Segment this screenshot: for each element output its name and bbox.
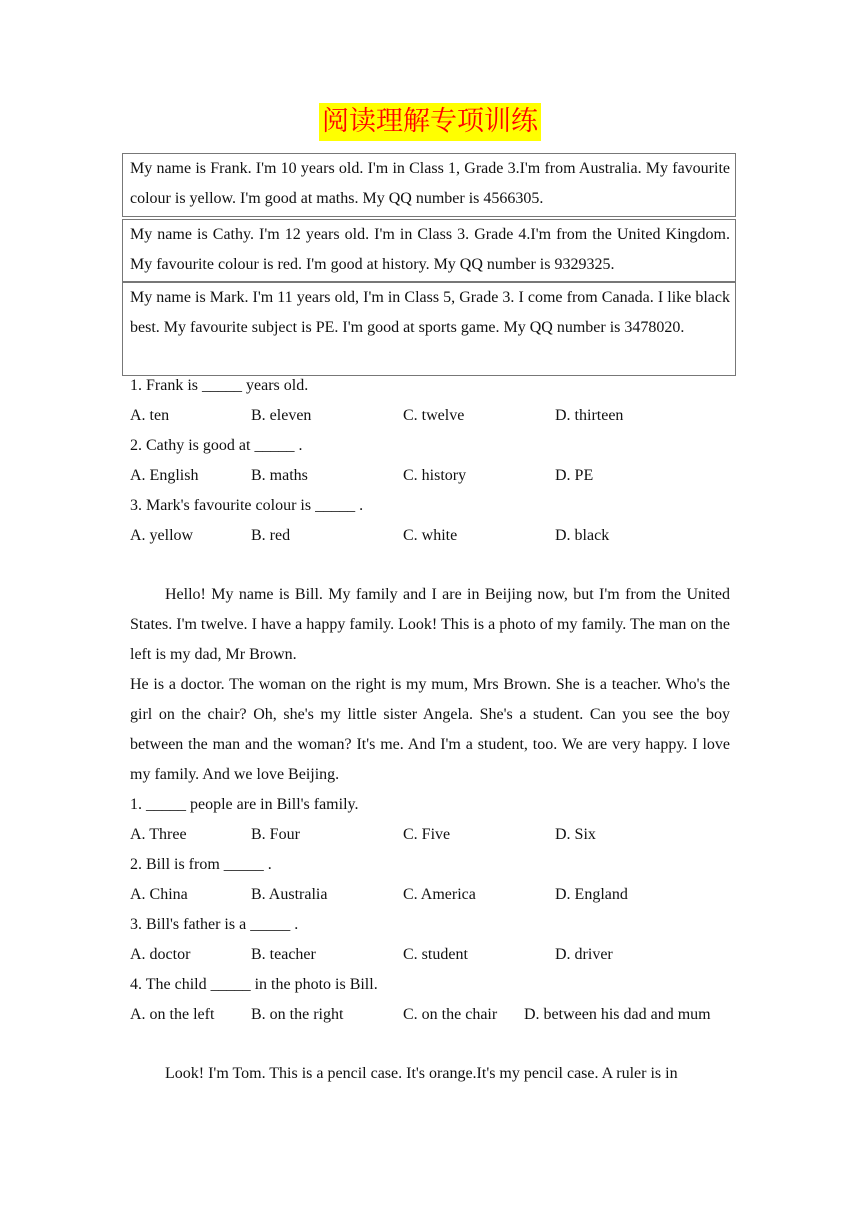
- option-a: A. yellow: [130, 527, 194, 544]
- options-row: [130, 401, 730, 431]
- option-a: A. doctor: [130, 946, 191, 963]
- passage3: [130, 1059, 730, 1089]
- option-d: D. PE: [555, 467, 594, 484]
- option-a: A. English: [130, 467, 199, 484]
- options-row: [130, 820, 730, 850]
- options-row: [130, 940, 730, 970]
- option-d: D. England: [555, 886, 628, 903]
- option-a: A. Three: [130, 826, 187, 843]
- option-a: A. on the left: [130, 1006, 215, 1023]
- question-text: 4. The child _____ in the photo is Bill.: [130, 976, 378, 993]
- question-text: 1. _____ people are in Bill's family.: [130, 796, 359, 813]
- question-text: 2. Cathy is good at _____ .: [130, 437, 303, 454]
- option-c: C. history: [403, 467, 467, 484]
- options-row: [130, 461, 730, 491]
- option-d: D. black: [555, 527, 610, 544]
- option-d: D. thirteen: [555, 407, 624, 424]
- option-c: C. Five: [403, 826, 451, 843]
- option-d: D. Six: [555, 826, 596, 843]
- option-a: A. China: [130, 886, 188, 903]
- options-row: [130, 521, 730, 551]
- info-box-mark: My name is Mark. I'm 11 years old, I'm in Class 5, Grade 3. I come from Canada. I like black best. My favourite subject is PE. I'm good at sports game. My QQ number is 3478020.: [122, 282, 736, 376]
- passage1-questions: [130, 371, 730, 551]
- page-title-text: 阅读理解专项训练: [319, 103, 541, 141]
- options-row: [130, 1000, 730, 1030]
- option-b: B. on the right: [251, 1006, 344, 1023]
- passage2-paragraph-2: He is a doctor. The woman on the right is my mum, Mrs Brown. She is a teacher. Who's the girl on the chair? Oh, she's my little sister Angela. She's a student. Can you see the boy between the man and the woman? It's me. And I'm a student, too. We are very happy. I love my family. And we love Beijing.: [130, 676, 730, 783]
- options-row: [130, 880, 730, 910]
- question-text: 3. Mark's favourite colour is _____ .: [130, 497, 364, 514]
- option-d: D. between his dad and mum: [524, 1006, 711, 1023]
- question-text: 3. Bill's father is a _____ .: [130, 916, 299, 933]
- info-box-frank: My name is Frank. I'm 10 years old. I'm in Class 1, Grade 3.I'm from Australia. My favourite colour is yellow. I'm good at maths. My QQ number is 4566305.: [122, 153, 736, 217]
- option-c: C. student: [403, 946, 468, 963]
- passage2-paragraph-1: Hello! My name is Bill. My family and I are in Beijing now, but I'm from the United States. I'm twelve. I have a happy family. Look! This is a photo of my family. The man on the left is my dad, Mr Brown.: [130, 586, 730, 663]
- option-c: C. white: [403, 527, 458, 544]
- question-text: 2. Bill is from _____ .: [130, 856, 272, 873]
- option-b: B. teacher: [251, 946, 316, 963]
- option-b: B. Four: [251, 826, 300, 843]
- option-c: C. America: [403, 886, 476, 903]
- passage3-paragraph-1: Look! I'm Tom. This is a pencil case. It's orange.It's my pencil case. A ruler is in: [165, 1065, 678, 1082]
- question-text: 1. Frank is _____ years old.: [130, 377, 309, 394]
- option-c: C. on the chair: [403, 1006, 498, 1023]
- option-b: B. eleven: [251, 407, 312, 424]
- info-box-cathy: My name is Cathy. I'm 12 years old. I'm in Class 3. Grade 4.I'm from the United Kingdom. My favourite colour is red. I'm good at history. My QQ number is 9329325.: [122, 219, 736, 282]
- option-c: C. twelve: [403, 407, 465, 424]
- option-b: B. red: [251, 527, 291, 544]
- option-a: A. ten: [130, 407, 170, 424]
- option-b: B. maths: [251, 467, 308, 484]
- passage2: [130, 580, 730, 1030]
- option-b: B. Australia: [251, 886, 328, 903]
- page-title: [0, 103, 860, 141]
- option-d: D. driver: [555, 946, 613, 963]
